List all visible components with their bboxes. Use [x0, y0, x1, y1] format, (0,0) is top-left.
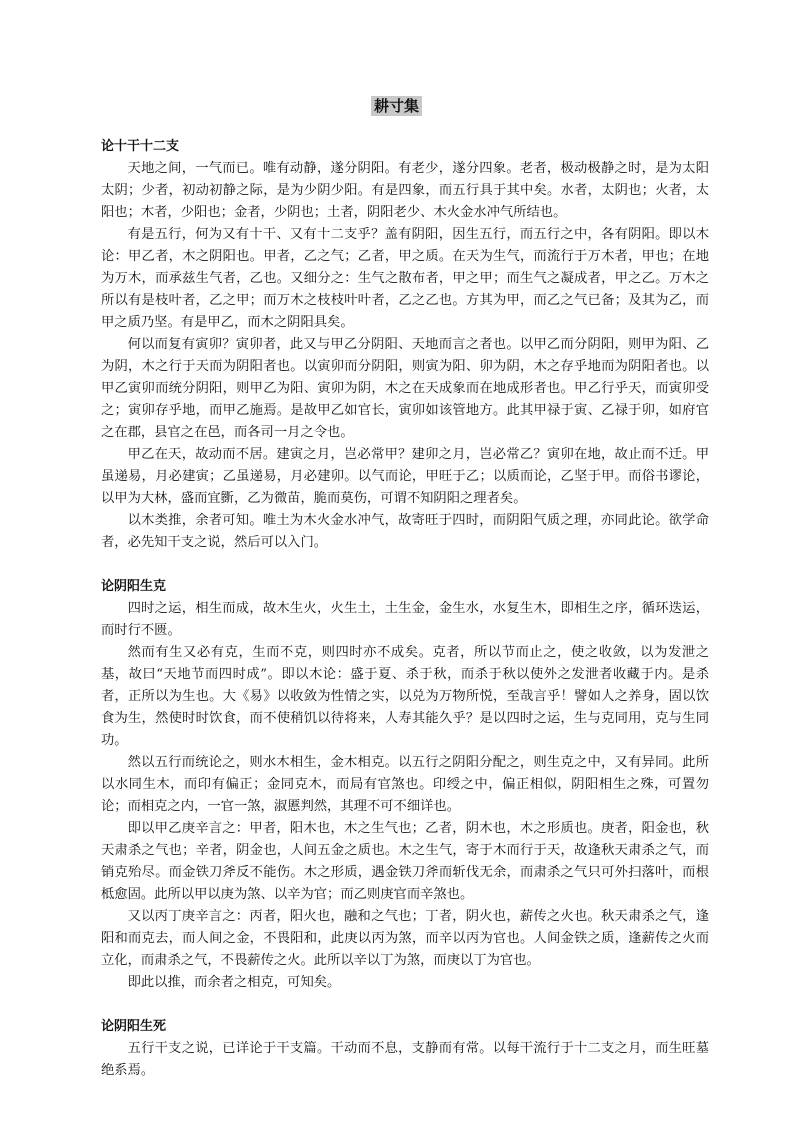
paragraph: 何以而复有寅卯？寅卯者，此又与甲乙分阴阳、天地而言之者也。以甲乙而分阴阳，则甲为阳、乙为阴，木之行于天而为阴阳者也。以寅卯而分阴阳，则寅为阳、卯为阴，木之存乎地而为阴阳者也。以甲乙寅卯而统分阴阳，则甲乙为阳、寅卯为阴，木之在天成象而在地成形者也。甲乙行乎天，而寅卯受之；寅卯存乎地，而甲乙施焉。是故甲乙如官长，寅卯如该管地方。此其甲禄于寅、乙禄于卯，如府官之在郡，县官之在邑，而各司一月之令也。	[101, 337, 709, 440]
document-title	[0, 95, 793, 117]
paragraph: 天地之间，一气而已。唯有动静，遂分阴阳。有老少，遂分四象。老者，极动极静之时，是为太阳太阴；少者，初动初静之际，是为少阴少阳。有是四象，而五行具于其中矣。水者，太阴也；火者，太阳也；木者，少阳也；金者，少阴也；土者，阴阳老少、木火金水冲气所结也。	[101, 161, 709, 220]
paragraph: 有是五行，何为又有十干、又有十二支乎？盖有阴阳，因生五行，而五行之中，各有阴阳。即以木论：甲乙者，木之阴阳也。甲者，乙之气；乙者，甲之质。在天为生气，而流行于万木者，甲也；在地为万木，而承兹生气者，乙也。又细分之：生气之散布者，甲之甲；而生气之凝成者，甲之乙。万木之所以有是枝叶者，乙之甲；而万木之枝枝叶叶者，乙之乙也。方其为甲，而乙之气已备；及其为乙，而甲之质乃坚。有是甲乙，而木之阴阳具矣。	[101, 227, 709, 330]
section-shigan-shierzhi	[101, 136, 709, 554]
paragraph: 即以甲乙庚辛言之：甲者，阳木也，木之生气也；乙者，阴木也，木之形质也。庚者，阳金也，秋天肃杀之气也；辛者，阴金也，人间五金之质也。木之生气，寄于木而行于天，故逢秋天肃杀之气，而销克殆尽。而金铁刀斧反不能伤。木之形质，遇金铁刀斧而斩伐无余，而肃杀之气只可外扫落叶，而根柢愈固。此所以甲以庚为煞、以辛为官；而乙则庚官而辛煞也。	[101, 821, 709, 902]
paragraph: 然而有生又必有克，生而不克，则四时亦不成矣。克者，所以节而止之，使之收敛，以为发泄之基，故曰“天地节而四时成”。即以木论：盛于夏、杀于秋，而杀于秋以使外之发泄者收藏于内。是杀者，正所以为生也。大《易》以收敛为性情之实，以兑为万物所悦，至哉言乎！譬如人之养身，固以饮食为生，然使时时饮食，而不使稍饥以待将来，人寿其能久乎？是以四时之运，生与克同用，克与生同功。	[101, 645, 709, 748]
paragraph: 四时之运，相生而成，故木生火，火生土，土生金，金生水，水复生木，即相生之序，循环迭运，而时行不匮。	[101, 601, 709, 638]
section-heading: 论阴阳生死	[101, 1019, 167, 1034]
paragraph: 甲乙在天，故动而不居。建寅之月，岂必常甲？建卯之月，岂必常乙？寅卯在地，故止而不迁。甲虽递易，月必建寅；乙虽递易，月必建卯。以气而论，甲旺于乙；以质而论，乙坚于甲。而俗书谬论，以甲为大林，盛而宜斵，乙为微苗，脆而莫伤，可谓不知阴阳之理者矣。	[101, 447, 709, 506]
paragraph: 以木类推，余者可知。唯土为木火金水冲气，故寄旺于四时，而阴阳气质之理，亦同此论。欲学命者，必先知干支之说，然后可以入门。	[101, 513, 709, 550]
paragraph: 然以五行而统论之，则水木相生，金木相克。以五行之阴阳分配之，则生克之中，又有异同。此所以水同生木，而印有偏正；金同克木，而局有官煞也。印绶之中，偏正相似，阴阳相生之殊，可置勿论；而相克之内，一官一煞，淑慝判然，其理不可不细详也。	[101, 755, 709, 814]
document-title-text: 耕寸集	[371, 96, 422, 116]
section-heading: 论十干十二支	[101, 139, 180, 154]
document-body	[101, 136, 709, 1104]
paragraph: 五行干支之说，已详论于干支篇。干动而不息，支静而有常。以每干流行于十二支之月，而生旺墓绝系焉。	[101, 1041, 709, 1078]
section-yinyang-shengke	[101, 576, 709, 994]
paragraph: 即此以推，而余者之相克，可知矣。	[127, 975, 341, 990]
section-heading: 论阴阳生克	[101, 579, 167, 594]
section-yinyang-shengsi	[101, 1016, 709, 1082]
paragraph: 又以丙丁庚辛言之：丙者，阳火也，融和之气也；丁者，阴火也，薪传之火也。秋天肃杀之气，逢阳和而克去，而人间之金，不畏阳和，此庚以丙为煞，而辛以丙为官也。人间金铁之质，逢薪传之火而立化，而肃杀之气，不畏薪传之火。此所以辛以丁为煞，而庚以丁为官也。	[101, 909, 709, 968]
